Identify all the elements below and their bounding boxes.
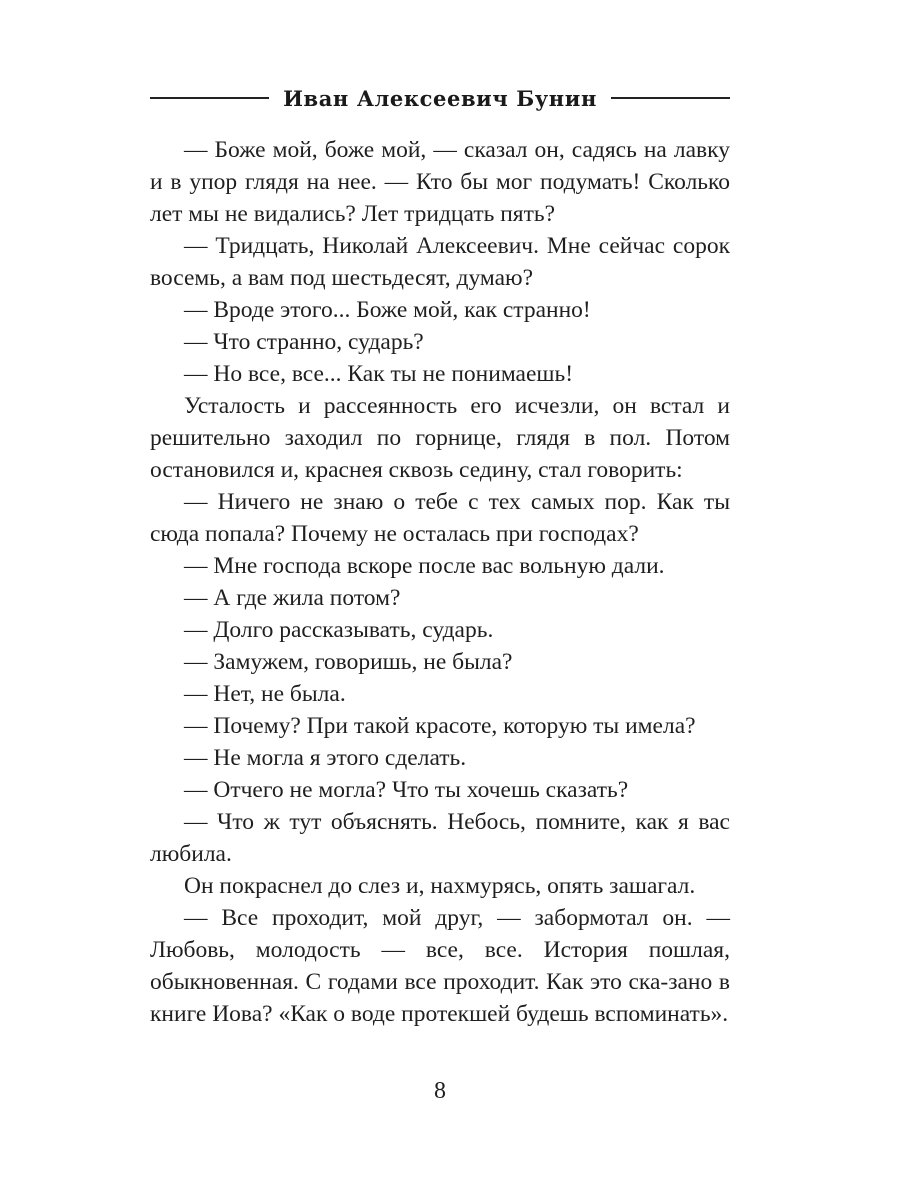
paragraph: Усталость и рассеянность его исчезли, он встал и решительно заходил по горнице, глядя в пол. Потом остановился и, краснея сквозь седину, стал говорить: bbox=[150, 393, 730, 483]
paragraph: — Все проходит, мой друг, — забормотал он. — Любовь, молодость — все, все. История пошлая, обыкновенная. С годами все проходит. Как это ска-зано в книге Иова? «Как о воде протекшей будешь вспоминать». bbox=[150, 905, 730, 1027]
paragraph: — Но все, все... Как ты не понимаешь! bbox=[184, 361, 574, 387]
paragraph: — Почему? При такой красоте, которую ты имела? bbox=[184, 713, 696, 739]
paragraph: — Боже мой, боже мой, — сказал он, садясь на лавку и в упор глядя на нее. — Кто бы мог подумать! Сколько лет мы не видались? Лет тридцать пять? bbox=[150, 137, 730, 227]
paragraph: — Долго рассказывать, сударь. bbox=[184, 617, 494, 643]
paragraph: — Вроде этого... Боже мой, как странно! bbox=[184, 297, 591, 323]
paragraph: — Отчего не могла? Что ты хочешь сказать? bbox=[184, 777, 629, 803]
paragraph: — Замужем, говоришь, не была? bbox=[184, 649, 513, 675]
paragraph: — Ничего не знаю о тебе с тех самых пор. Как ты сюда попала? Почему не осталась при господах? bbox=[150, 489, 730, 547]
paragraph: — А где жила потом? bbox=[184, 585, 401, 611]
paragraph: — Что странно, сударь? bbox=[184, 329, 424, 355]
paragraph: — Нет, не была. bbox=[184, 681, 346, 707]
paragraph: Он покраснел до слез и, нахмурясь, опять зашагал. bbox=[184, 873, 696, 899]
paragraph: — Мне господа вскоре после вас вольную дали. bbox=[184, 553, 665, 579]
paragraph: — Что ж тут объяснять. Небось, помните, как я вас любила. bbox=[150, 809, 730, 867]
running-header bbox=[150, 82, 730, 114]
paragraph: — Тридцать, Николай Алексеевич. Мне сейчас сорок восемь, а вам под шестьдесят, думаю? bbox=[150, 233, 730, 291]
paragraph: — Не могла я этого сделать. bbox=[184, 745, 467, 771]
body-text bbox=[150, 134, 730, 1030]
page-number: 8 bbox=[434, 1078, 446, 1104]
header-rule-left bbox=[150, 97, 269, 99]
header-rule-right bbox=[611, 97, 730, 99]
header-author-title: Иван Алексеевич Бунин bbox=[283, 85, 597, 111]
